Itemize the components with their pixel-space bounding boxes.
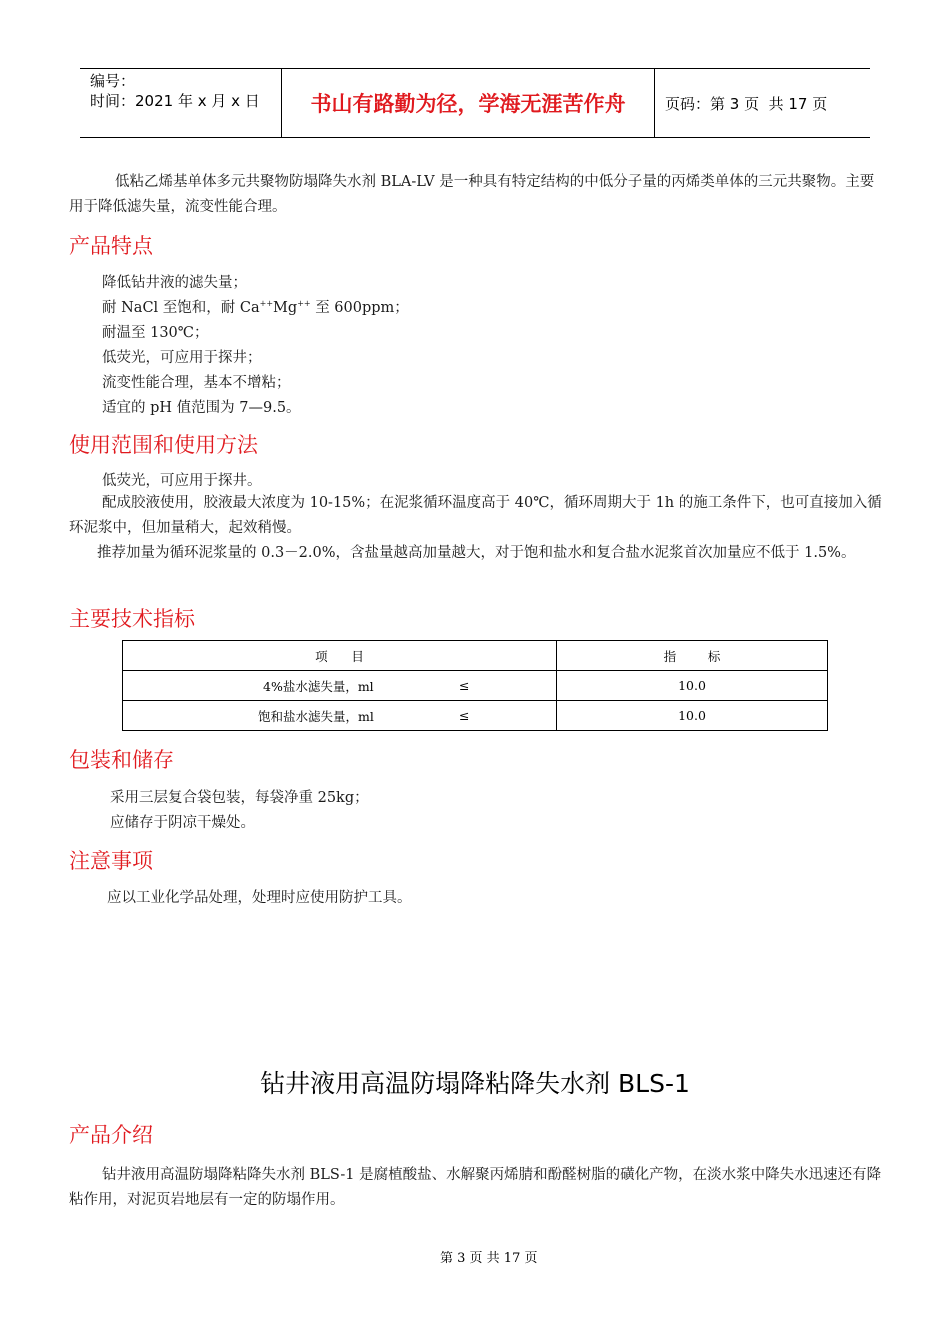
feature-item-text: Mg xyxy=(273,300,298,316)
table-row xyxy=(123,701,828,731)
feature-item: 适宜的 pH 值范围为 7—9.5。 xyxy=(102,400,301,416)
row-name: 4%盐水滤失量，ml xyxy=(263,678,374,694)
notes-text: 应以工业化学品处理，处理时应使用防护工具。 xyxy=(107,890,412,906)
storage-line: 采用三层复合袋包装，每袋净重 25kg； xyxy=(110,790,369,806)
header-motto: 书山有路勤为径，学海无涯苦作舟 xyxy=(282,69,655,137)
header-page-info xyxy=(655,69,870,137)
row-value: 10.0 xyxy=(678,678,706,693)
column-item-label: 项 目 xyxy=(315,648,364,664)
time-label: 时间：2021 年 x 月 x 日 xyxy=(90,92,260,110)
specs-table xyxy=(122,640,828,731)
product2-intro-heading: 产品介绍 xyxy=(69,1123,153,1147)
page-header xyxy=(80,68,870,138)
storage-heading: 包装和储存 xyxy=(69,748,174,772)
feature-item: 流变性能合理，基本不增粘； xyxy=(102,375,291,391)
table-header-row xyxy=(123,641,828,671)
usage-paragraph: 低荧光，可应用于探井。 xyxy=(102,473,262,489)
usage-paragraph: 推荐加量为循环泥浆量的 0.3－2.0%，含盐量越高加量越大，对于饱和盐水和复合盐水泥浆首次加量应不低于 1.5%。 xyxy=(97,545,856,561)
page-info-text: 页码：第 3 页 共 17 页 xyxy=(665,94,828,113)
usage-heading: 使用范围和使用方法 xyxy=(69,433,258,457)
row-operator: ≤ xyxy=(459,678,470,693)
intro-paragraph: 低粘乙烯基单体多元共聚物防塌降失水剂 BLA-LV 是一种具有特定结构的中低分子量的丙烯类单体的三元共聚物。主要用于降低滤失量，流变性能合理。 xyxy=(69,174,875,215)
notes-heading: 注意事项 xyxy=(69,849,153,873)
feature-item: 降低钻井液的滤失量； xyxy=(102,275,247,291)
feature-item-text: 至 600ppm； xyxy=(310,300,409,316)
superscript: ++ xyxy=(259,299,274,309)
feature-item: 耐温至 130℃； xyxy=(102,325,209,341)
feature-item: 低荧光，可应用于探井； xyxy=(102,350,262,366)
table-cell xyxy=(123,701,557,731)
table-cell xyxy=(123,671,557,701)
product2-title: 钻井液用高温防塌降粘降失水剂 BLS-1 xyxy=(260,1069,690,1098)
table-cell xyxy=(557,701,828,731)
column-value-label: 指 标 xyxy=(663,648,721,664)
table-row xyxy=(123,671,828,701)
specs-heading: 主要技术指标 xyxy=(69,607,195,631)
storage-line: 应储存于阴凉干燥处。 xyxy=(110,815,255,831)
table-cell xyxy=(557,671,828,701)
table-header-cell xyxy=(557,641,828,671)
feature-item xyxy=(102,296,409,317)
number-label: 编号： xyxy=(90,72,136,90)
row-name: 饱和盐水滤失量，ml xyxy=(258,708,374,724)
features-heading: 产品特点 xyxy=(69,234,153,258)
product2-intro-paragraph: 钻井液用高温防塌降粘降失水剂 BLS-1 是腐植酸盐、水解聚丙烯腈和酚醛树脂的磺化产物，在淡水浆中降失水迅速还有降粘作用，对泥页岩地层有一定的防塌作用。 xyxy=(69,1167,882,1208)
table-header-cell xyxy=(123,641,557,671)
row-name-wrap xyxy=(123,701,556,730)
header-left-cell xyxy=(80,69,282,137)
feature-item-text: 耐 NaCl 至饱和，耐 Ca xyxy=(102,300,260,316)
page-footer: 第 3 页 共 17 页 xyxy=(440,1251,538,1266)
row-operator: ≤ xyxy=(459,708,470,723)
row-name-wrap xyxy=(123,671,556,700)
usage-paragraph: 配成胶液使用，胶液最大浓度为 10-15%；在泥浆循环温度高于 40℃，循环周期大于 1h 的施工条件下，也可直接加入循环泥浆中，但加量稍大，起效稍慢。 xyxy=(69,495,882,536)
row-value: 10.0 xyxy=(678,708,706,723)
superscript: ++ xyxy=(297,299,311,309)
